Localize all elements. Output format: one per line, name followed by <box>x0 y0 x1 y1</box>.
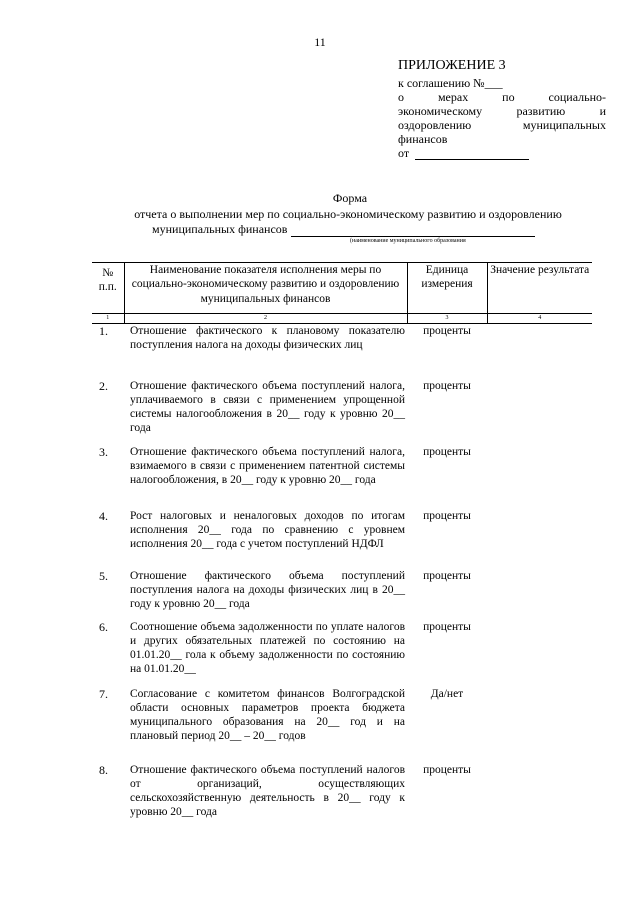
appendix-agreement-line: к соглашению №___ <box>398 76 503 90</box>
header-value: Значение результата <box>487 263 592 314</box>
row-number: 6. <box>99 619 108 634</box>
column-number: 2 <box>124 314 407 324</box>
form-subtitle-line2 <box>152 222 535 237</box>
row-unit: проценты <box>423 620 471 633</box>
row-number: 8. <box>99 762 108 777</box>
word: муниципальных <box>522 118 606 132</box>
row-unit: проценты <box>423 569 471 582</box>
word: оздоровлению <box>398 118 472 132</box>
table-row <box>92 445 592 509</box>
word: и <box>599 104 606 118</box>
report-table <box>92 262 592 823</box>
appendix-line-4 <box>398 118 606 132</box>
table-header-row <box>92 263 592 314</box>
row-number: 4. <box>99 508 108 523</box>
row-value <box>487 687 592 763</box>
date-blank <box>415 147 529 160</box>
row-unit: проценты <box>423 445 471 458</box>
row-value <box>487 324 592 379</box>
word: о <box>398 90 404 104</box>
municipality-note: (наименование муниципального образования <box>350 238 466 244</box>
form-title: Форма <box>332 191 368 205</box>
row-value <box>487 445 592 509</box>
row-value <box>487 763 592 823</box>
column-number: 1 <box>92 314 124 324</box>
row-number: 3. <box>99 444 108 459</box>
row-value <box>487 620 592 687</box>
row-indicator: Отношение фактического объема поступлений поступления налога на доходы физических лиц в 20__ году к уровню 20__ года <box>130 569 405 611</box>
table-row <box>92 509 592 569</box>
form-subtitle-text: муниципальных финансов <box>152 222 288 236</box>
column-number: 3 <box>407 314 487 324</box>
appendix-line-2 <box>398 90 606 104</box>
row-unit: проценты <box>423 325 471 337</box>
column-number: 4 <box>487 314 592 324</box>
word: по <box>502 90 515 104</box>
appendix-line-3 <box>398 104 606 118</box>
row-unit: проценты <box>423 509 471 522</box>
table-row <box>92 379 592 445</box>
column-number-row <box>92 314 592 324</box>
form-subtitle: отчета о выполнении мер по социально-экономическому развитию и оздоровлению <box>134 207 562 221</box>
header-indicator: Наименование показателя исполнения меры по социально-экономическому развитию и оздоровлению муниципальных финансов <box>124 263 407 314</box>
row-indicator: Согласование с комитетом финансов Волгоградской области основных параметров проекта бюджета муниципального образования на 20__ год и на плановый период 20__ – 20__ годов <box>130 687 405 743</box>
row-indicator: Рост налоговых и неналоговых доходов по итогам исполнения 20__ года по сравнению с уровнем исполнения 20__ года с учетом поступлений НДФЛ <box>130 509 405 551</box>
table-row <box>92 324 592 379</box>
row-unit: Да/нет <box>430 687 464 700</box>
date-prefix: от <box>398 146 410 160</box>
appendix-date-line <box>398 146 606 160</box>
row-indicator: Отношение фактического к плановому показателю поступления налога на доходы физических лиц <box>130 325 405 352</box>
table-row <box>92 687 592 763</box>
row-number: 1. <box>99 324 108 338</box>
word: мерах <box>437 90 469 104</box>
word: экономическому <box>398 104 483 118</box>
municipality-blank <box>291 225 535 237</box>
row-number: 2. <box>99 378 108 393</box>
table-row <box>92 620 592 687</box>
appendix-title: ПРИЛОЖЕНИЕ 3 <box>398 58 506 73</box>
row-indicator: Отношение фактического объема поступлений налогов от организаций, осуществляющих сельскохозяйственную деятельность в 20__ году к уровню 20__ года <box>130 763 405 819</box>
header-number: № п.п. <box>92 263 124 314</box>
row-value <box>487 509 592 569</box>
table-row <box>92 569 592 620</box>
row-unit: проценты <box>423 763 471 776</box>
appendix-header <box>398 58 606 160</box>
header-unit: Единица измерения <box>407 263 487 314</box>
row-indicator: Отношение фактического объема поступлений налога, взимаемого в связи с применением патентной системы налогообложения, в 20__ году к уровню 20__ года <box>130 445 405 487</box>
row-indicator: Соотношение объема задолженности по уплате налогов и других обязательных платежей по состоянию на 01.01.20__ гола к объему задолженности по состоянию на 01.01.20__ <box>130 620 405 676</box>
page-number: 11 <box>314 35 326 49</box>
word: социально- <box>548 90 607 104</box>
row-indicator: Отношение фактического объема поступлений налога, уплачиваемого в связи с применением упрощенной системы налогообложения в 20__ году к уровню 20__ года <box>130 379 405 435</box>
row-value <box>487 379 592 445</box>
row-number: 7. <box>99 686 108 701</box>
row-number: 5. <box>99 568 108 583</box>
appendix-line-5: финансов <box>398 132 448 146</box>
row-value <box>487 569 592 620</box>
word: развитию <box>516 104 566 118</box>
table-row <box>92 763 592 823</box>
row-unit: проценты <box>423 379 471 392</box>
